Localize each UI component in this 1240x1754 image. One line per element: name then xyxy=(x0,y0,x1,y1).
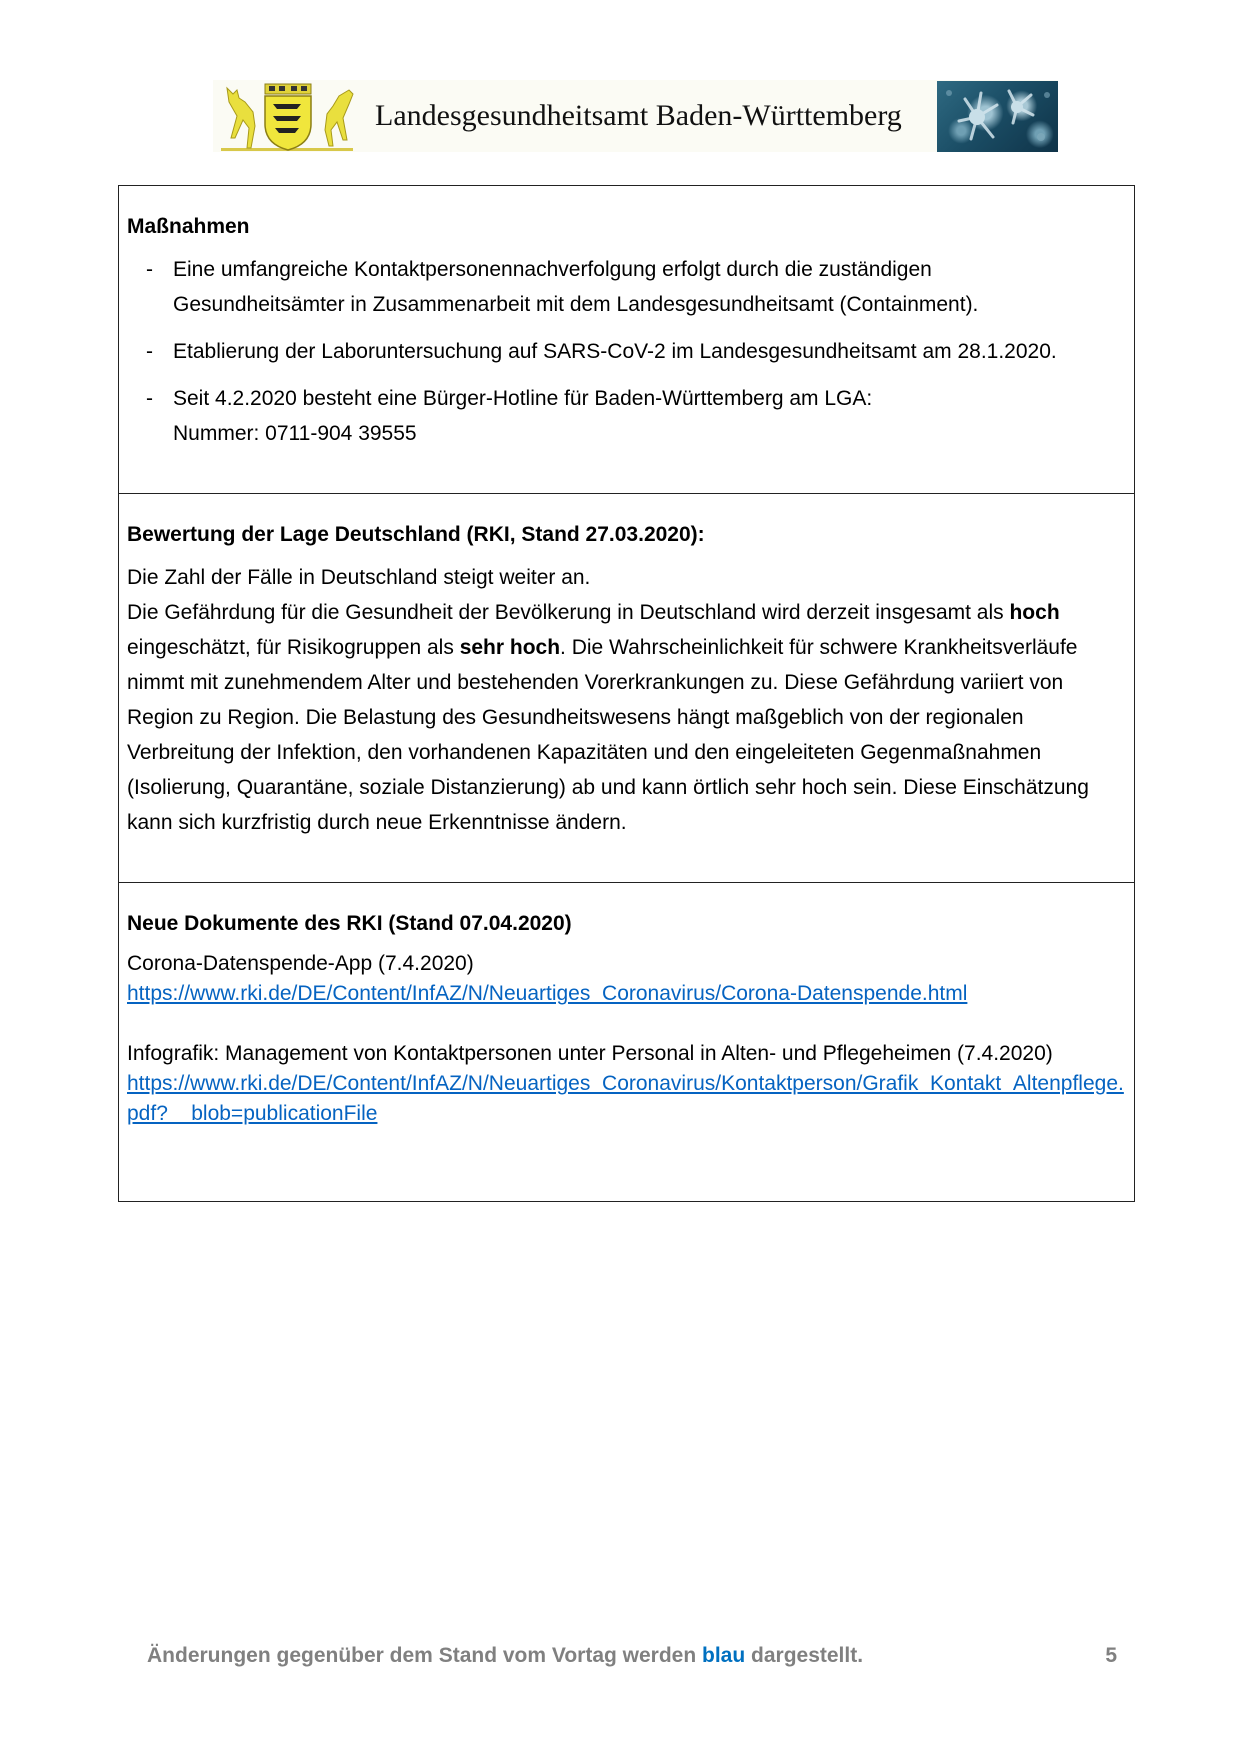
document-link[interactable]: https://www.rki.de/DE/Content/InfAZ/N/Neuartiges_Coronavirus/Kontaktperson/Grafik_Kontakt_Altenpflege.pdf?__blob=publicationFile xyxy=(127,1072,1124,1125)
assessment-text: . Die Wahrscheinlichkeit für schwere Krankheitsverläufe nimmt mit zunehmendem Alter und bestehenden Vorerkrankungen zu. Diese Gefährdung variiert von Region zu Region. Die Belastung des Gesundheitswesens hängt maßgeblich von der regionalen Verbreitung der Infektion, den vorhandenen Kapazitäten und den eingeleiteten Gegenmaßnahmen (Isolierung, Quarantäne, soziale Distanzierung) ab und kann örtlich sehr hoch sein. Diese Einschätzung kann sich kurzfristig durch neue Erkenntnisse ändern. xyxy=(127,636,1089,834)
list-item xyxy=(127,252,1124,322)
list-item xyxy=(127,334,1124,369)
list-item-line: Gesundheitsämter in Zusammenarbeit mit dem Landesgesundheitsamt (Containment). xyxy=(173,293,979,316)
bullet-dash: - xyxy=(146,258,153,281)
document-title: Infografik: Management von Kontaktpersonen unter Personal in Alten- und Pflegeheimen (7.4.2020) xyxy=(127,1042,1053,1065)
footer-text: Änderungen gegenüber dem Stand vom Vortag werden xyxy=(147,1644,703,1667)
page-number: 5 xyxy=(1105,1644,1117,1667)
header-title: Landesgesundheitsamt Baden-Württemberg xyxy=(375,99,902,132)
coronavirus-image-icon xyxy=(937,81,1058,152)
section-new-documents xyxy=(119,883,1134,1201)
assessment-text: eingeschätzt, für Risikogruppen als xyxy=(127,636,460,659)
coat-of-arms-icon xyxy=(213,80,363,152)
risk-level-general: hoch xyxy=(1009,601,1060,624)
section-heading: Maßnahmen xyxy=(127,215,250,238)
document-entry xyxy=(127,1039,1124,1129)
section-risk-assessment xyxy=(119,494,1134,883)
list-item-line: Eine umfangreiche Kontaktpersonennachverfolgung erfolgt durch die zuständigen xyxy=(173,258,932,281)
assessment-text: Die Gefährdung für die Gesundheit der Bevölkerung in Deutschland wird derzeit insgesamt als xyxy=(127,601,1010,624)
document-title: Corona-Datenspende-App (7.4.2020) xyxy=(127,952,474,975)
footer-blue-word: blau xyxy=(702,1644,746,1667)
header-banner xyxy=(213,80,1058,152)
list-item-line: Nummer: 0711-904 39555 xyxy=(173,422,417,445)
list-item-line: Seit 4.2.2020 besteht eine Bürger-Hotline für Baden-Württemberg am LGA: xyxy=(173,387,873,410)
section-measures xyxy=(119,186,1134,494)
document-entry xyxy=(127,949,1124,1009)
bullet-dash: - xyxy=(146,340,153,363)
content-table xyxy=(118,185,1135,1202)
assessment-sentence-1: Die Zahl der Fälle in Deutschland steigt weiter an. xyxy=(127,566,591,589)
list-item xyxy=(127,381,1124,451)
bullet-dash: - xyxy=(146,387,153,410)
section-heading: Bewertung der Lage Deutschland (RKI, Stand 27.03.2020): xyxy=(127,523,705,546)
list-item-line: Etablierung der Laboruntersuchung auf SARS-CoV-2 im Landesgesundheitsamt am 28.1.2020. xyxy=(173,340,1057,363)
footer-note xyxy=(147,1644,863,1668)
assessment-paragraph xyxy=(127,560,1124,840)
section-heading: Neue Dokumente des RKI (Stand 07.04.2020) xyxy=(127,912,572,935)
page-footer xyxy=(147,1644,1117,1668)
measures-list xyxy=(127,252,1124,451)
footer-text: dargestellt. xyxy=(745,1644,864,1667)
document-link[interactable]: https://www.rki.de/DE/Content/InfAZ/N/Neuartiges_Coronavirus/Corona-Datenspende.html xyxy=(127,982,968,1005)
risk-level-risk-groups: sehr hoch xyxy=(459,636,561,659)
